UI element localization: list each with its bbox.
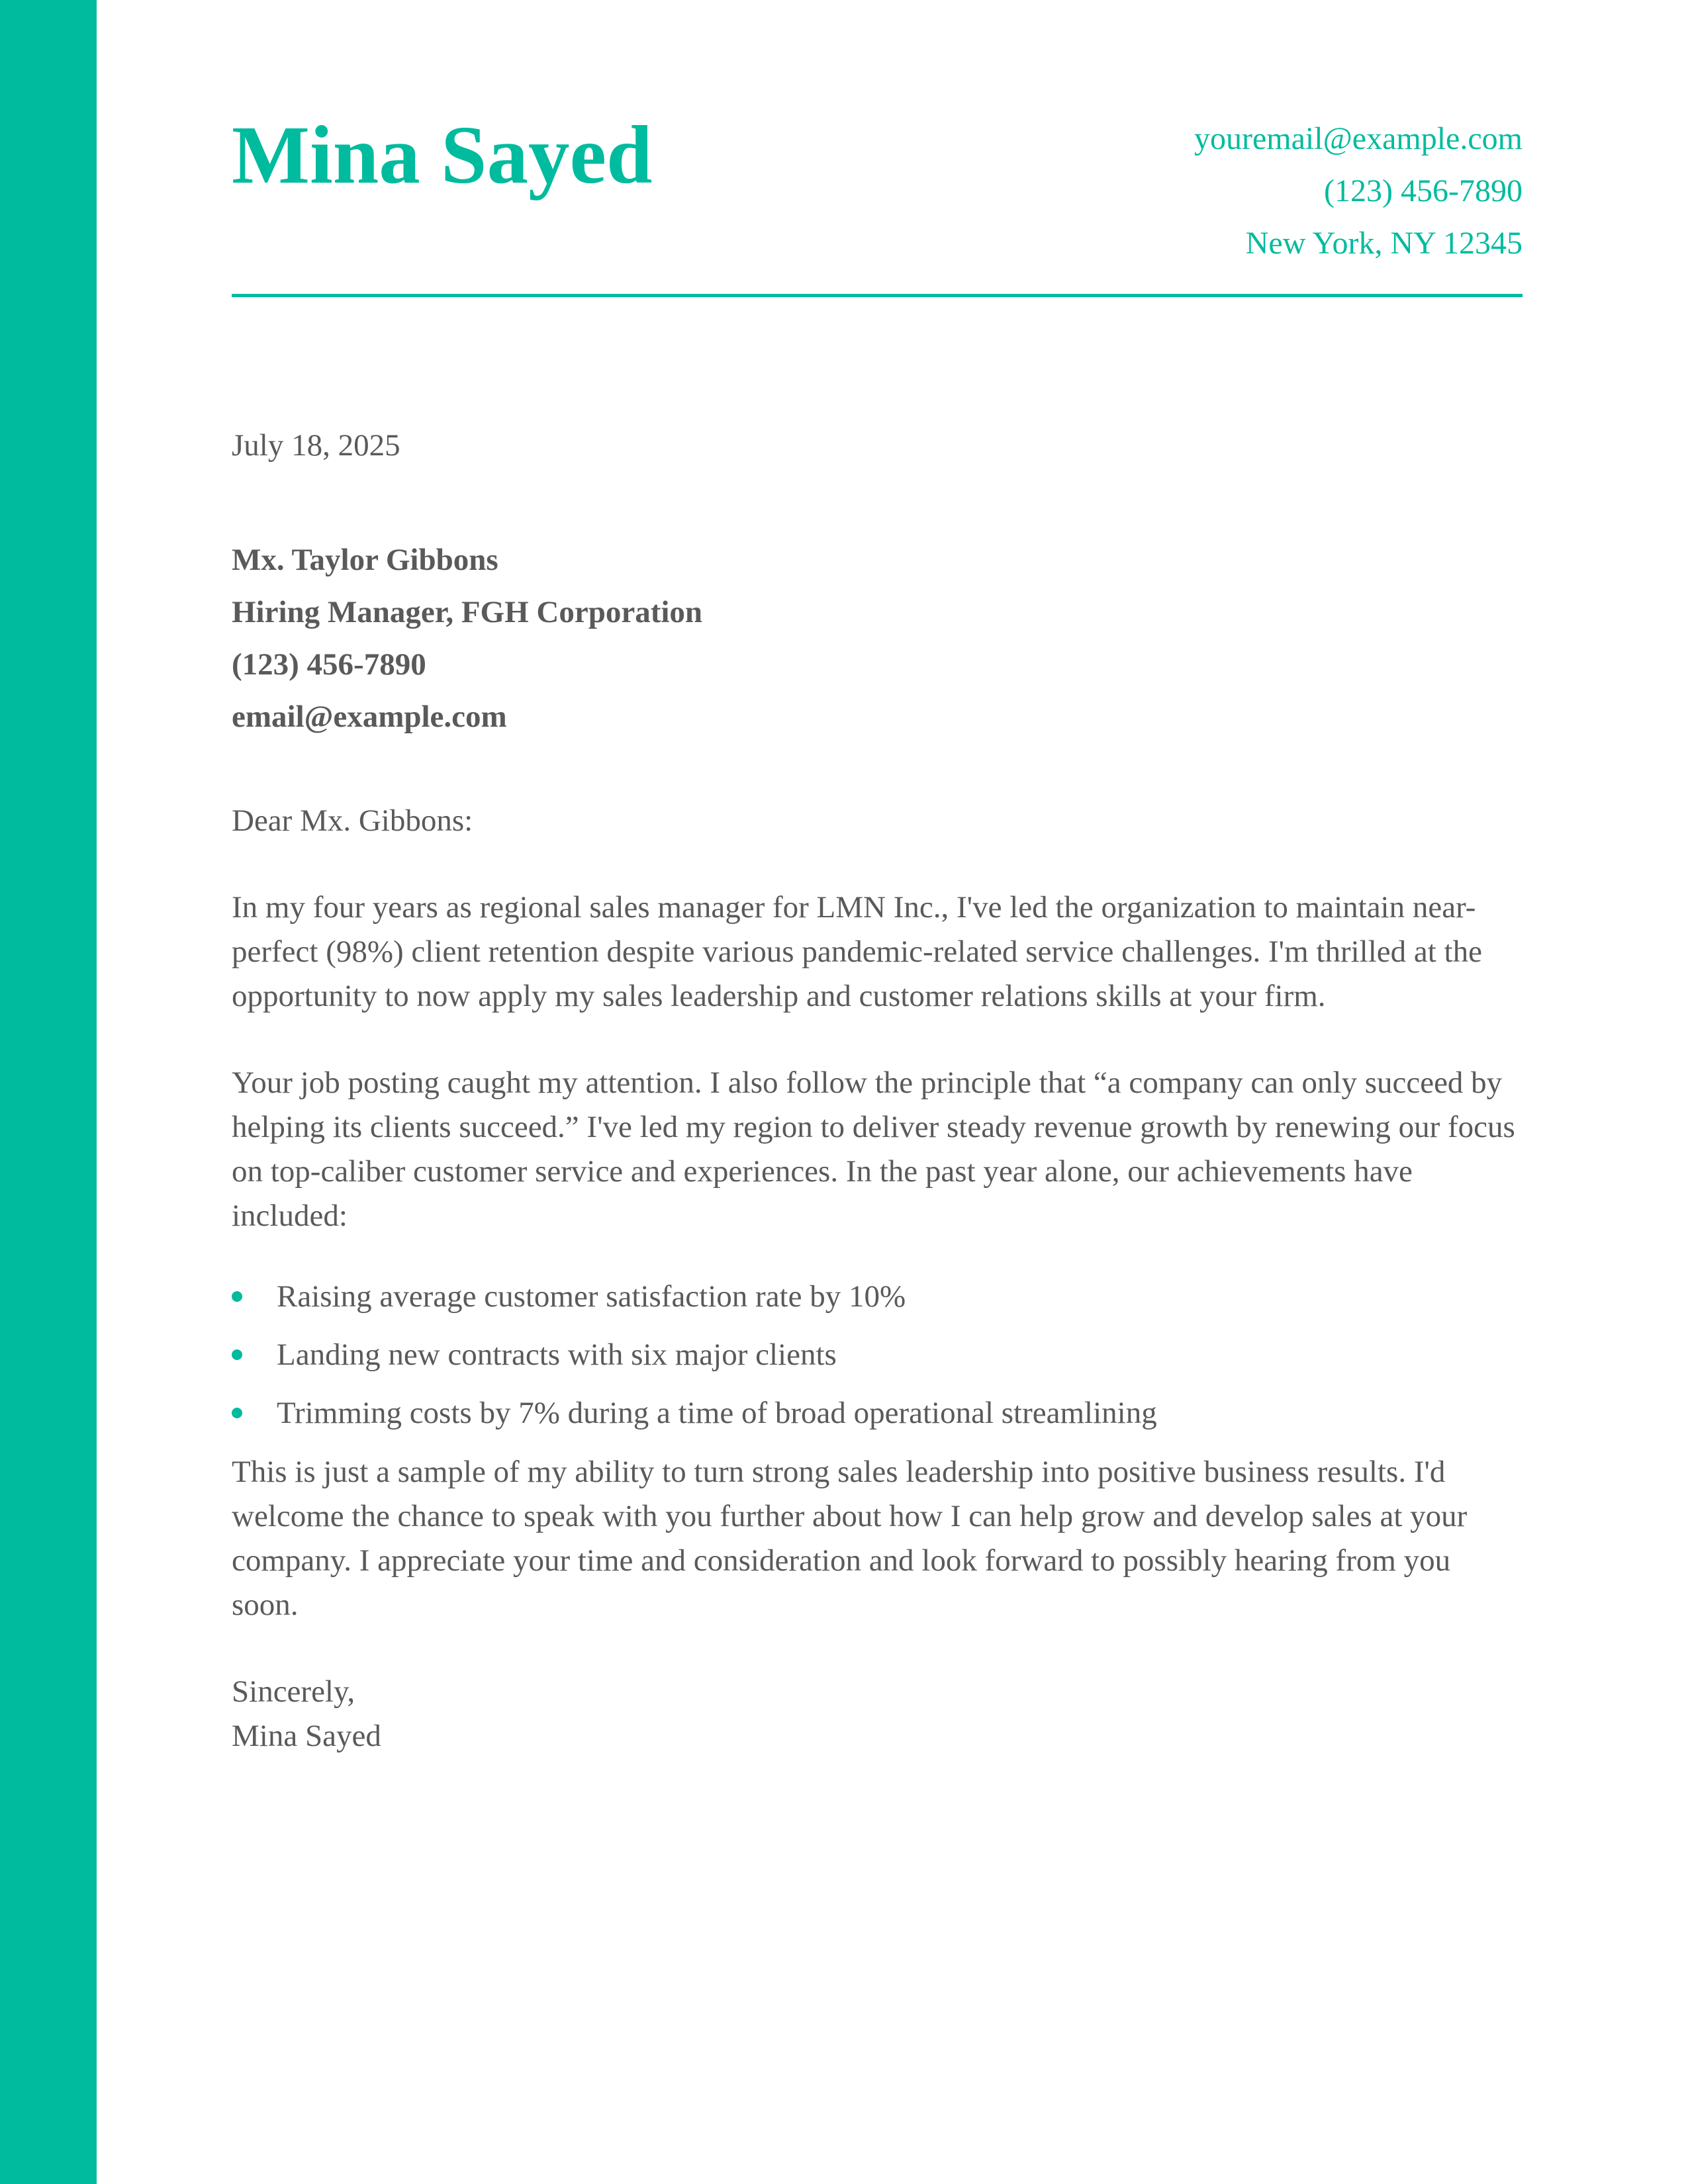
achievements-list bbox=[232, 1267, 1523, 1442]
bullet-icon bbox=[232, 1291, 242, 1302]
recipient-title: Hiring Manager, FGH Corporation bbox=[232, 595, 703, 629]
sender-location: New York, NY 12345 bbox=[1245, 226, 1523, 261]
body-paragraph-1: In my four years as regional sales manager for LMN Inc., I've led the organization to maintain near-perfect (98%) client retention despite various pandemic-related service challenges. I'm thrilled at the opportunity to now apply my sales leadership and customer relations skills at your firm. bbox=[232, 890, 1482, 1013]
achievement-text: Trimming costs by 7% during a time of broad operational streamlining bbox=[277, 1396, 1157, 1430]
salutation: Dear Mx. Gibbons: bbox=[232, 803, 473, 838]
achievement-text: Raising average customer satisfaction rate by 10% bbox=[277, 1279, 906, 1314]
body-paragraph-2: Your job posting caught my attention. I also follow the principle that “a company can only succeed by helping its clients succeed.” I've led my region to deliver steady revenue growth by renewing our focus on top-caliber customer service and experiences. In the past year alone, our achievements have included: bbox=[232, 1066, 1515, 1233]
sender-phone: (123) 456-7890 bbox=[1324, 173, 1523, 208]
recipient-block bbox=[232, 534, 1523, 743]
bullet-icon bbox=[232, 1408, 242, 1418]
list-item bbox=[232, 1326, 1523, 1384]
list-item bbox=[232, 1267, 1523, 1326]
letter-header bbox=[232, 99, 1523, 298]
signoff-block bbox=[232, 1670, 1523, 1758]
list-item bbox=[232, 1384, 1523, 1442]
sender-name: Mina Sayed bbox=[232, 110, 653, 201]
recipient-email: email@example.com bbox=[232, 700, 507, 734]
recipient-name: Mx. Taylor Gibbons bbox=[232, 543, 498, 577]
signoff: Sincerely, bbox=[232, 1674, 355, 1709]
achievement-text: Landing new contracts with six major clients bbox=[277, 1338, 837, 1372]
accent-sidebar bbox=[0, 0, 97, 2184]
closing-paragraph: This is just a sample of my ability to turn strong sales leadership into positive business results. I'd welcome the chance to speak with you further about how I can help grow and develop sales at your company. I appreciate your time and consideration and look forward to possibly hearing from you soon. bbox=[232, 1455, 1468, 1622]
signature-name: Mina Sayed bbox=[232, 1719, 381, 1753]
sender-contact bbox=[1194, 113, 1523, 269]
letter-page bbox=[232, 0, 1523, 2184]
letter-date: July 18, 2025 bbox=[232, 428, 400, 463]
recipient-phone: (123) 456-7890 bbox=[232, 647, 426, 682]
header-divider bbox=[232, 294, 1523, 297]
letter-body bbox=[232, 424, 1523, 1758]
sender-email: youremail@example.com bbox=[1194, 121, 1523, 156]
bullet-icon bbox=[232, 1349, 242, 1360]
